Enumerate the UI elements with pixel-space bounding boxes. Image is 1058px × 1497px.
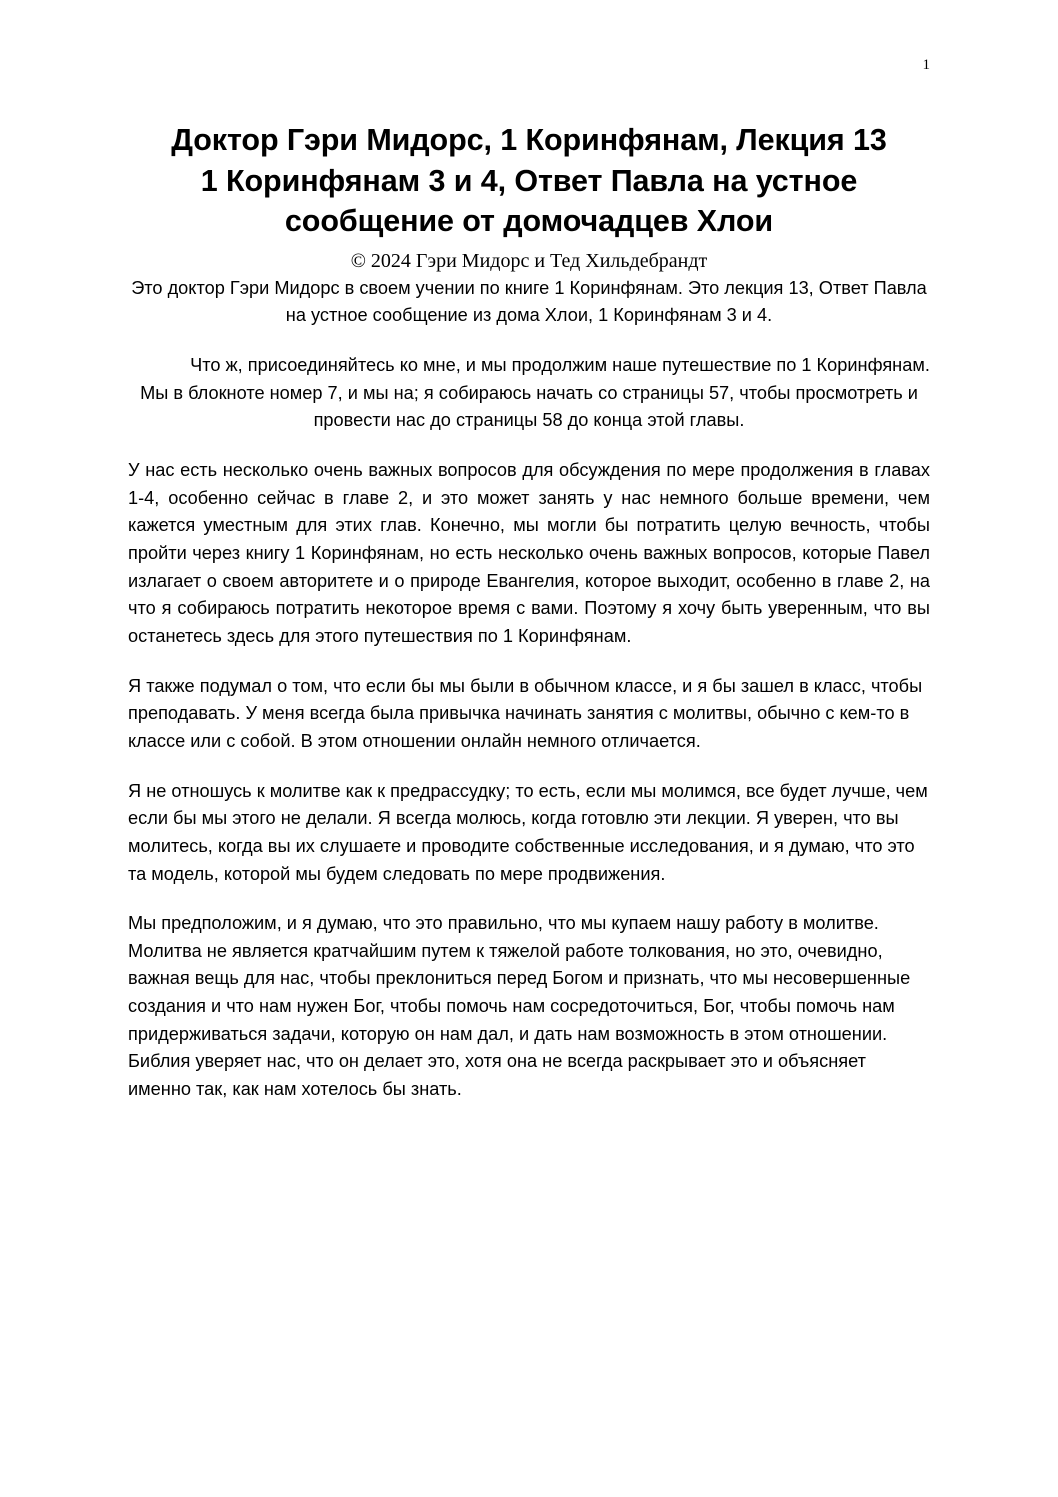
- page-title-line-2: 1 Коринфянам 3 и 4, Ответ Павла на устное: [200, 163, 858, 198]
- paragraph-classroom: Я также подумал о том, что если бы мы были в обычном классе, и я бы зашел в класс, чтобы преподавать. У меня всегда была привычка начинать занятия с молитвы, обычно с кем-то в классе или с собой. В этом отношении онлайн немного отличается.: [128, 675, 923, 751]
- paragraph-notebook: Что ж, присоединяйтесь ко мне, и мы продолжим наше путешествие по 1 Коринфянам. Мы в блокноте номер 7, и мы на; я собираюсь начать со страницы 57, чтобы просмотреть и провести нас до страницы 58 до конца этой главы.: [140, 355, 930, 431]
- page-title-line-1: Доктор Гэри Мидорс, 1 Коринфянам, Лекция 13: [171, 123, 887, 157]
- copyright-line: © 2024 Гэри Мидорс и Тед Хильдебрандт: [350, 249, 708, 272]
- paragraph-prayer: Я не отношусь к молитве как к предрассудку; то есть, если мы молимся, все будет лучше, чем если бы мы этого не делали. Я всегда молюсь, когда готовлю эти лекции. Я уверен, что вы молитесь, когда вы их слушаете и проводите собственные исследования, и я думаю, что это та модель, которой мы будем следовать по мере продвижения.: [128, 780, 928, 884]
- paragraph-intro: Это доктор Гэри Мидорс в своем учении по книге 1 Коринфянам. Это лекция 13, Ответ Павла на устное сообщение из дома Хлои, 1 Коринфянам 3 и 4.: [131, 277, 927, 326]
- document-body: [128, 275, 930, 1104]
- page-number: 1: [922, 57, 930, 73]
- paragraph-issues: У нас есть несколько очень важных вопросов для обсуждения по мере продолжения в главах 1-4, особенно сейчас в главе 2, и это может занять у нас немного больше времени, чем кажется уместным для этих глав. Конечно, мы могли бы потратить целую вечность, чтобы пройти через книгу 1 Коринфянам, но есть несколько очень важных вопросов, которые Павел излагает о своем авторитете и о природе Евангелия, которое выходит, особенно в главе 2, на что я собираюсь потратить некоторое время с вами. Поэтому я хочу быть уверенным, что вы останетесь здесь для этого путешествия по 1 Коринфянам.: [128, 459, 930, 646]
- title-block: [128, 120, 930, 275]
- paragraph-assumption: Мы предположим, и я думаю, что это правильно, что мы купаем нашу работу в молитве. Молитва не является кратчайшим путем к тяжелой работе толкования, но это, очевидно, важная вещь для нас, чтобы преклониться перед Богом и признать, что мы несовершенные создания и что нам нужен Бог, чтобы помочь нам сосредоточиться, Бог, чтобы помочь нам придерживаться задачи, которую он нам дал, и дать нам возможность в этом отношении. Библия уверяет нас, что он делает это, хотя она не всегда раскрывает это и объясняет именно так, как нам хотелось бы знать.: [128, 913, 911, 1100]
- page-title-line-3: сообщение от домочадцев Хлои: [284, 204, 774, 239]
